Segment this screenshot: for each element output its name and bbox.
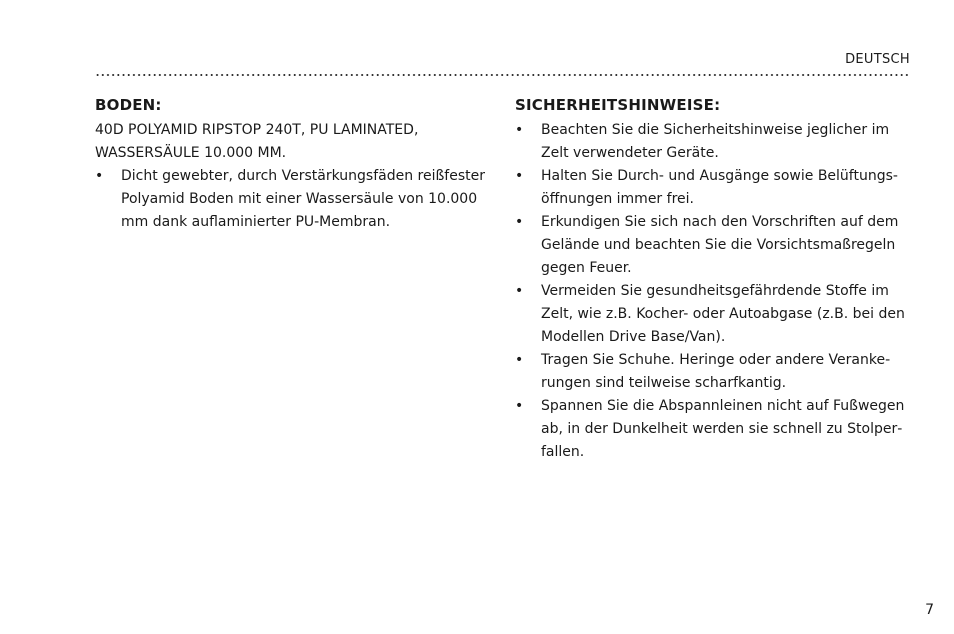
list-item bbox=[515, 395, 915, 464]
bullet-icon: • bbox=[515, 283, 524, 299]
boden-bullet-list bbox=[95, 165, 490, 234]
bullet-icon: • bbox=[515, 352, 524, 368]
list-item-text: Halten Sie Durch- und Ausgänge sowie Belüftungsöffnungen immer frei. bbox=[541, 168, 898, 207]
left-column bbox=[95, 95, 490, 234]
list-item bbox=[515, 119, 915, 165]
list-item-text: Erkundigen Sie sich nach den Vorschriften auf dem Gelände und beachten Sie die Vorsichtsmaßregeln gegen Feuer. bbox=[541, 214, 899, 276]
list-item bbox=[515, 211, 915, 280]
bullet-icon: • bbox=[95, 168, 104, 184]
list-item-text: Vermeiden Sie gesundheitsgefährdende Stoffe im Zelt, wie z.B. Kocher- oder Autoabgase (z.B. bei den Modellen Drive Base/Van). bbox=[541, 283, 905, 345]
bullet-icon: • bbox=[515, 398, 524, 414]
list-item bbox=[515, 165, 915, 211]
safety-bullet-list bbox=[515, 119, 915, 464]
spec-line-2: WASSERSÄULE 10.000 MM. bbox=[95, 145, 287, 161]
list-item bbox=[515, 280, 915, 349]
language-label: DEUTSCH bbox=[845, 52, 910, 67]
list-item-text: Beachten Sie die Sicherheitshinweise jeglicher im Zelt verwendeter Geräte. bbox=[541, 122, 890, 161]
section-heading-sicherheitshinweise: SICHERHEITSHINWEISE: bbox=[515, 96, 721, 114]
list-item bbox=[515, 349, 915, 395]
bullet-icon: • bbox=[515, 168, 524, 184]
bullet-icon: • bbox=[515, 122, 524, 138]
list-item bbox=[95, 165, 490, 234]
section-heading-boden: BODEN: bbox=[95, 96, 162, 114]
list-item-text: Dicht gewebter, durch Verstärkungsfäden reißfester Polyamid Boden mit einer Wassersäule von 10.000 mm dank auflaminierter PU-Membran. bbox=[121, 168, 485, 230]
list-item-text: Tragen Sie Schuhe. Heringe oder andere Verankerungen sind teilweise scharfkantig. bbox=[541, 352, 891, 391]
list-item-text: Spannen Sie die Abspannleinen nicht auf Fußwegen ab, in der Dunkelheit werden sie schnell zu Stolperfallen. bbox=[541, 398, 905, 460]
bullet-icon: • bbox=[515, 214, 524, 230]
spec-line-1: 40D POLYAMID RIPSTOP 240T, PU LAMINATED, bbox=[95, 122, 419, 138]
right-column bbox=[515, 95, 915, 464]
page-number: 7 bbox=[925, 602, 934, 618]
dotted-divider bbox=[95, 74, 910, 76]
